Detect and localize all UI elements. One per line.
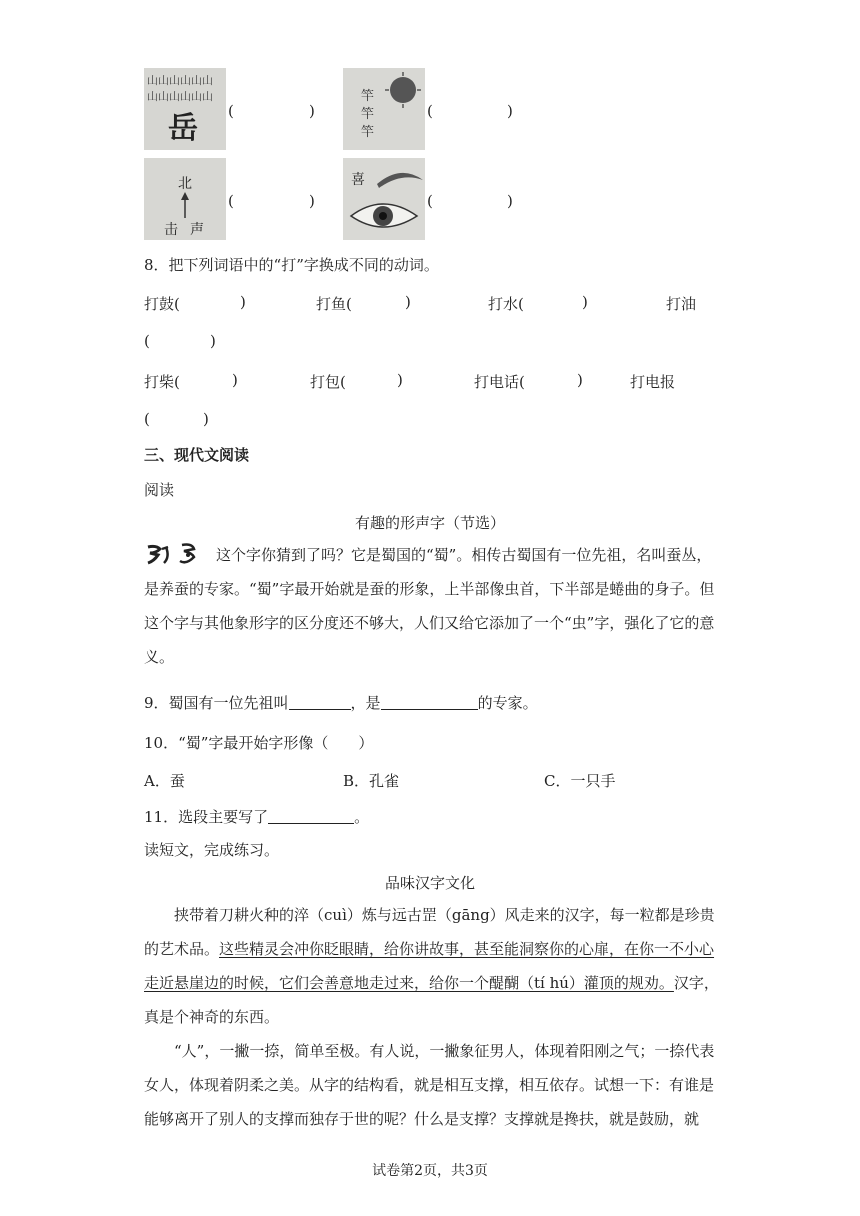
passage2-p1-start: 挟带着刀耕火种的淬（cuì）炼与远古罡（gāng）风走来的汉字，每一粒都是珍贵的艺术品。 [144, 906, 715, 958]
ancient-shu-glyph-icon [144, 543, 216, 565]
q9-blank-1[interactable] [289, 694, 351, 710]
pic1-mountains-row1: 山山山山山山 [147, 74, 213, 87]
q8-item-dadianbao: 打电报 [630, 373, 676, 391]
passage1-text [144, 538, 719, 674]
pic3-bottom-chars: 击声 [164, 222, 216, 238]
pic3-top-char: 北 [178, 176, 192, 192]
pic4-char: 喜 [351, 172, 365, 188]
answer-paren-open-3: ( [228, 192, 234, 210]
q10-option-b[interactable]: B．孔雀 [343, 772, 400, 790]
q8-item-dagu: 打鼓( [144, 295, 180, 313]
q8-title: 8．把下列词语中的“打”字换成不同的动词。 [144, 256, 439, 274]
page-footer: 试卷第2页，共3页 [372, 1163, 488, 1179]
q8-paren-close-3: ) [582, 293, 588, 311]
q8-paren-open-8: ( [144, 410, 150, 428]
q8-paren-open-4: ( [144, 332, 150, 350]
q8-paren-close-6: ) [397, 371, 403, 389]
answer-paren-open-4: ( [427, 192, 433, 210]
q8-paren-close-2: ) [405, 293, 411, 311]
q9-text-b: ，是 [350, 694, 381, 712]
q9-text-c: 的专家。 [477, 694, 538, 712]
pic1-main-char: 岳 [168, 111, 198, 146]
passage2-paragraph-1 [144, 898, 719, 1034]
passage2-paragraph-2: “人”，一撇一捺，简单至极。有人说，一撇象征男人，体现着阳刚之气；一捺代表女人，体现着阴柔之美。从字的结构看，就是相互支撑，相互依存。试想一下：有谁是能够离开了别人的支撑而独存于世的呢？什么是支撑？支撑就是搀扶，就是鼓励，就 [144, 1042, 715, 1128]
q8-paren-close-4: ) [210, 332, 216, 350]
q10-option-c[interactable]: C．一只手 [544, 772, 616, 790]
pic2-char-2: 竿 [361, 107, 375, 122]
q8-item-dashui: 打水( [488, 295, 524, 313]
q10-text: 10．“蜀”字最开始字形像（ ） [144, 734, 374, 752]
q8-paren-close-1: ) [240, 293, 246, 311]
q10-option-a[interactable]: A．蚕 [144, 772, 185, 790]
q11-blank[interactable] [268, 808, 354, 824]
q8-item-dayou: 打油 [666, 295, 697, 313]
answer-paren-close-2: ) [507, 102, 513, 120]
pic2-char-1: 竿 [361, 89, 375, 104]
q11 [144, 806, 369, 827]
answer-paren-close-3: ) [309, 192, 315, 210]
section-3-title: 三、现代文阅读 [144, 446, 250, 464]
pic1-mountains-row2: 山山山山山山 [147, 90, 213, 103]
section-3-read: 阅读 [144, 481, 175, 499]
answer-paren-close-1: ) [309, 102, 315, 120]
answer-paren-open-1: ( [228, 102, 234, 120]
pic2-char-3: 竿 [361, 125, 375, 140]
q9-blank-2[interactable] [381, 694, 478, 710]
picture-eye [343, 158, 425, 240]
answer-paren-open-2: ( [427, 102, 433, 120]
passage1-body: 这个字你猜到了吗？它是蜀国的“蜀”。相传古蜀国有一位先祖，名叫蚕丛，是养蚕的专家。“蜀”字最开始就是蚕的形象，上半部像虫首，下半部是蜷曲的身子。但这个字与其他象形字的区分度还不够大，人们又给它添加了一个“虫”字，强化了它的意义。 [144, 546, 715, 666]
passage1-title: 有趣的形声字（节选） [354, 514, 505, 532]
passage2-p1-end: 汉字，真是个神奇的东西。 [144, 974, 719, 1026]
q8-item-dabao: 打包( [310, 373, 346, 391]
picture-gan-sun [343, 68, 425, 150]
q8-paren-close-8: ) [203, 410, 209, 428]
picture-yue [144, 68, 226, 150]
picture-bei-arrow [144, 158, 226, 240]
q8-item-dayu: 打鱼( [316, 295, 352, 313]
q9 [144, 692, 538, 713]
q11-text-b: 。 [354, 808, 370, 826]
q9-text-a: 9．蜀国有一位先祖叫 [144, 694, 289, 712]
passage2-intro: 读短文，完成练习。 [144, 841, 280, 859]
answer-paren-close-4: ) [507, 192, 513, 210]
q8-item-dachai: 打柴( [144, 373, 180, 391]
q8-paren-close-7: ) [577, 371, 583, 389]
q8-item-dadianhua: 打电话( [474, 373, 525, 391]
passage2-title: 品味汉字文化 [384, 874, 475, 892]
passage2-p1-underlined: 这些精灵会冲你眨眼睛，给你讲故事，甚至能洞察你的心扉，在你一不小心走近悬崖边的时候，它们会善意地走过来，给你一个醍醐（tí hú）灌顶的规劝。 [144, 940, 715, 992]
q11-text-a: 11．选段主要写了 [144, 808, 269, 826]
q8-paren-close-5: ) [232, 371, 238, 389]
